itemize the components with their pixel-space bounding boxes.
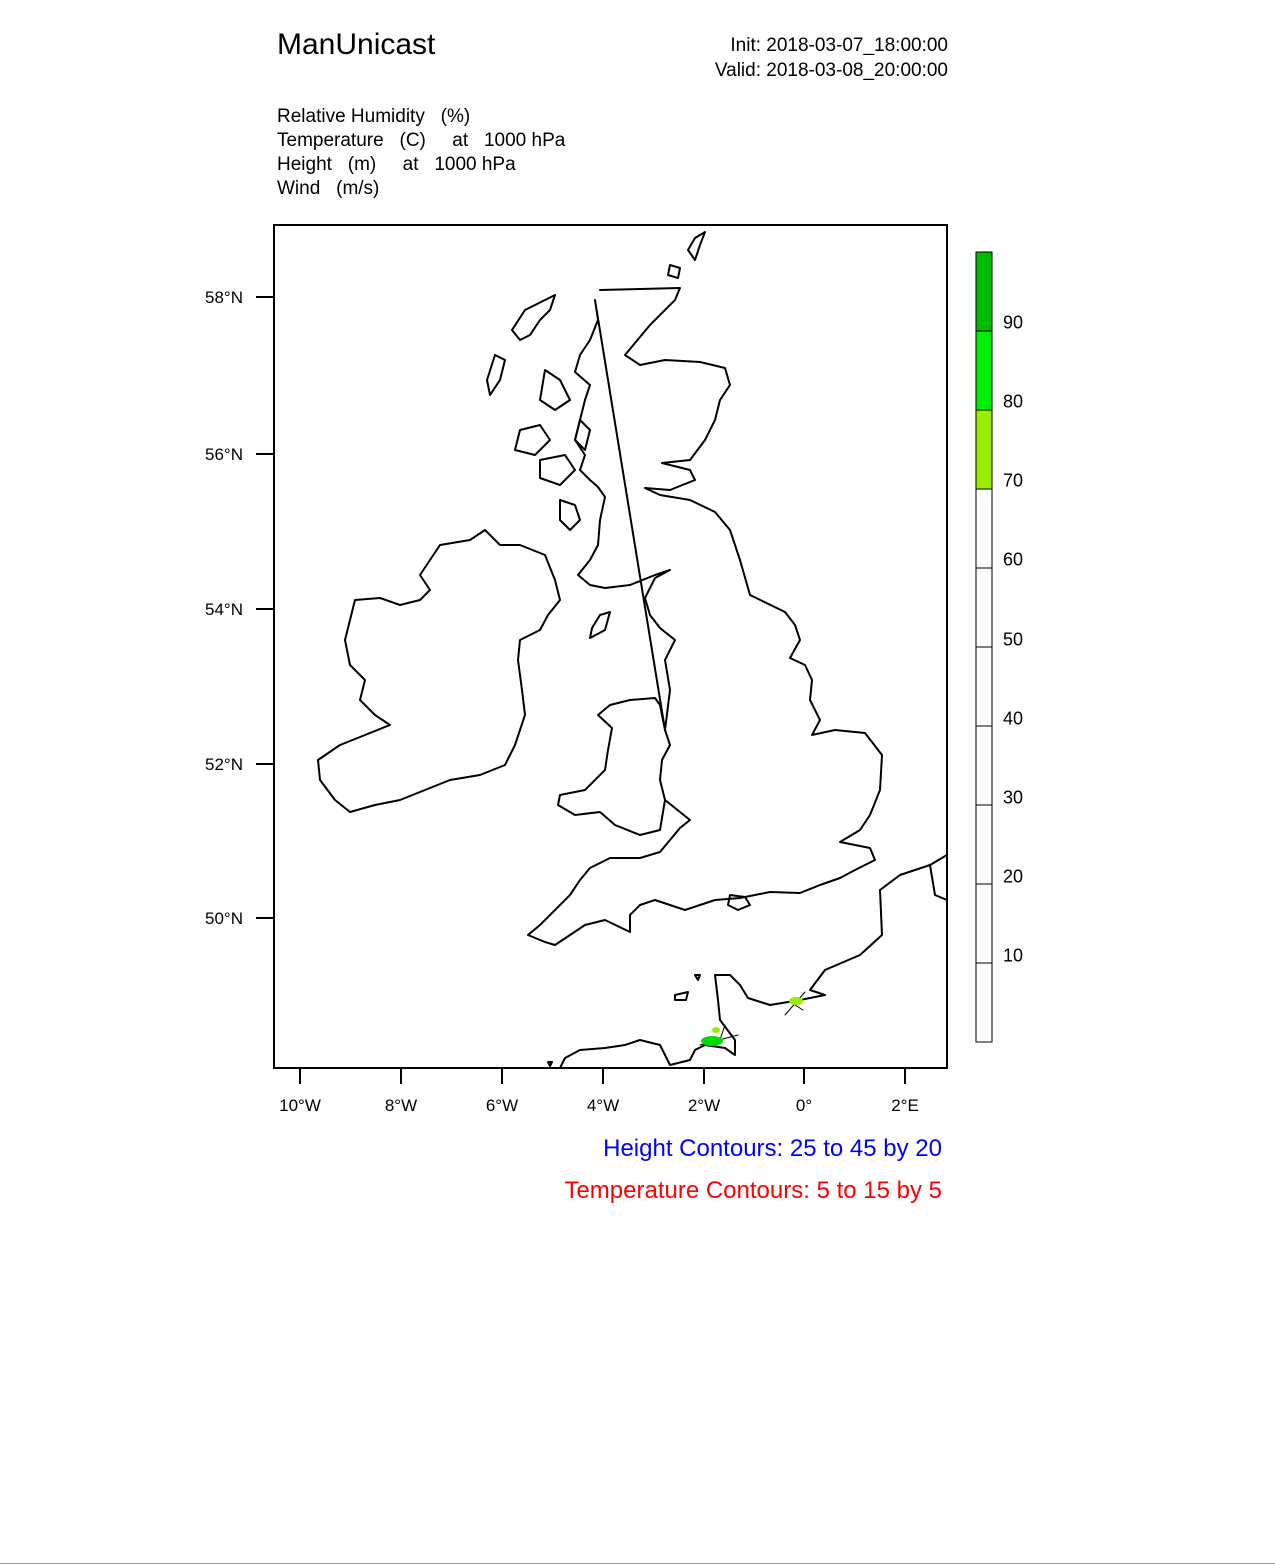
colorbar-bin-80-90 [976, 331, 992, 410]
map-frame [274, 225, 947, 1068]
variable-height: Height (m) at 1000 hPa [277, 154, 516, 175]
variable-wind: Wind (m/s) [277, 178, 380, 199]
coastline-isle-of-man [590, 612, 610, 638]
lon-tick-4w: 4°W [586, 1096, 620, 1115]
rh-patch-normandy [789, 997, 803, 1005]
lon-tick-8w: 8°W [384, 1096, 418, 1115]
colorbar-label-60: 60 [1003, 549, 1024, 570]
colorbar-bin-40-50 [976, 647, 992, 726]
lat-tick-54n: 54°N [205, 600, 243, 619]
colorbar-label-70: 70 [1003, 470, 1024, 491]
colorbar-label-40: 40 [1003, 708, 1024, 729]
colorbar [976, 252, 992, 1042]
height-contours-note: Height Contours: 25 to 45 by 20 [603, 1135, 942, 1162]
variable-temperature: Temperature (C) at 1000 hPa [277, 130, 566, 151]
colorbar-label-30: 30 [1003, 787, 1024, 808]
rh-patch-channel-islands [701, 1036, 723, 1046]
lon-tick-2w: 2°W [687, 1096, 721, 1115]
colorbar-bin-20-30 [976, 805, 992, 884]
model-title: ManUnicast [277, 28, 436, 61]
colorbar-label-50: 50 [1003, 629, 1024, 650]
colorbar-label-90: 90 [1003, 312, 1024, 333]
lat-tick-58n: 58°N [205, 288, 243, 307]
lon-tick-6w: 6°W [485, 1096, 519, 1115]
lon-tick-0: 0° [795, 1096, 813, 1115]
coastline-great-britain [528, 288, 882, 945]
lat-tick-50n: 50°N [205, 909, 243, 928]
colorbar-bin-below-10 [976, 963, 992, 1042]
colorbar-bin-60-70 [976, 489, 992, 568]
colorbar-label-20: 20 [1003, 866, 1024, 887]
colorbar-bin-above-90 [976, 252, 992, 331]
rh-patch-channel-islands-edge [712, 1027, 720, 1033]
coastline-france [560, 855, 947, 1068]
page-bottom-rule [0, 1563, 1275, 1564]
colorbar-bin-70-80 [976, 410, 992, 489]
colorbar-label-10: 10 [1003, 945, 1024, 966]
lon-tick-labels [0, 1096, 1275, 1120]
lon-tick-10w: 10°W [279, 1096, 321, 1115]
coastline-channel-islands [548, 975, 700, 1066]
colorbar-bin-10-20 [976, 884, 992, 963]
init-time: Init: 2018-03-07_18:00:00 [730, 35, 948, 56]
variable-rh: Relative Humidity (%) [277, 106, 471, 127]
lat-tick-52n: 52°N [205, 755, 243, 774]
lon-tick-2e: 2°E [891, 1096, 919, 1115]
valid-time: Valid: 2018-03-08_20:00:00 [714, 60, 948, 81]
coastline-ireland [318, 530, 560, 812]
rh-shading [701, 997, 803, 1046]
lat-tick-56n: 56°N [205, 445, 243, 464]
colorbar-label-80: 80 [1003, 391, 1024, 412]
temperature-contours-note: Temperature Contours: 5 to 15 by 5 [564, 1177, 942, 1204]
colorbar-bin-30-40 [976, 726, 992, 805]
colorbar-bin-50-60 [976, 568, 992, 647]
